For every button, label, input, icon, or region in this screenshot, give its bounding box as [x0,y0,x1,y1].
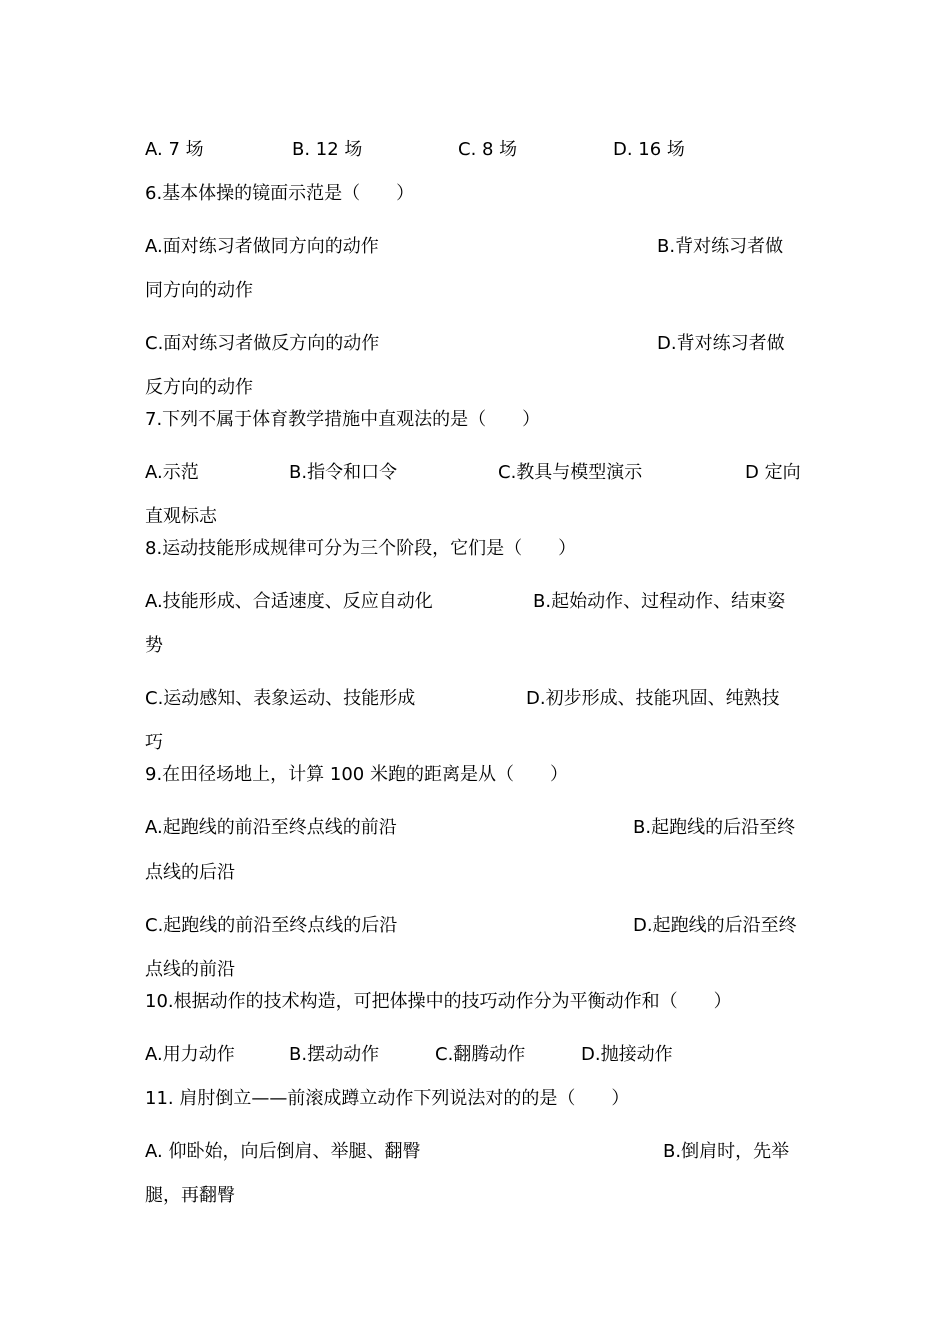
q7-option-c: C.教具与模型演示 [498,462,643,483]
q9-option-d-continued: 点线的前沿 [145,959,235,980]
q8-option-b-continued: 势 [145,635,163,656]
q7-question: 7.下列不属于体育教学措施中直观法的是（ ） [145,409,541,430]
q5-option-d: D. 16 场 [613,139,685,160]
q8-question: 8.运动技能形成规律可分为三个阶段，它们是（ ） [145,538,577,559]
q10-option-a: A.用力动作 [145,1044,235,1065]
q6-option-d-continued: 反方向的动作 [145,377,253,398]
q6-question: 6.基本体操的镜面示范是（ ） [145,183,415,204]
q5-option-a: A. 7 场 [145,139,204,160]
q8-option-a: A.技能形成、合适速度、反应自动化 [145,591,433,612]
q6-option-b-continued: 同方向的动作 [145,280,253,301]
q9-question: 9.在田径场地上，计算 100 米跑的距离是从（ ） [145,764,568,785]
q8-option-d: D.初步形成、技能巩固、纯熟技 [526,688,780,709]
q10-question: 10.根据动作的技术构造，可把体操中的技巧动作分为平衡动作和（ ） [145,991,732,1012]
q10-option-b: B.摆动动作 [289,1044,380,1065]
q6-option-b: B.背对练习者做 [657,236,784,257]
q10-option-c: C.翻腾动作 [435,1044,526,1065]
q11-option-a: A. 仰卧始，向后倒肩、举腿、翻臀 [145,1141,421,1162]
q8-option-b: B.起始动作、过程动作、结束姿 [533,591,786,612]
q5-option-c: C. 8 场 [458,139,518,160]
q8-option-c: C.运动感知、表象运动、技能形成 [145,688,416,709]
q7-option-d: D 定向 [745,462,801,483]
q9-option-b: B.起跑线的后沿至终 [633,817,796,838]
q6-option-c: C.面对练习者做反方向的动作 [145,333,380,354]
q6-option-d: D.背对练习者做 [657,333,785,354]
q11-option-b-continued: 腿，再翻臀 [145,1185,235,1206]
q9-option-c: C.起跑线的前沿至终点线的后沿 [145,915,398,936]
q9-option-a: A.起跑线的前沿至终点线的前沿 [145,817,397,838]
q9-option-b-continued: 点线的后沿 [145,862,235,883]
q10-option-d: D.抛接动作 [581,1044,673,1065]
q7-option-a: A.示范 [145,462,199,483]
q7-option-b: B.指令和口令 [289,462,398,483]
q6-option-a: A.面对练习者做同方向的动作 [145,236,379,257]
q11-question: 11. 肩肘倒立——前滚成蹲立动作下列说法对的的是（ ） [145,1088,630,1109]
q5-option-b: B. 12 场 [292,139,363,160]
q8-option-d-continued: 巧 [145,732,163,753]
q11-option-b: B.倒肩时，先举 [663,1141,790,1162]
q9-option-d: D.起跑线的后沿至终 [633,915,797,936]
q7-option-d-continued: 直观标志 [145,506,217,527]
